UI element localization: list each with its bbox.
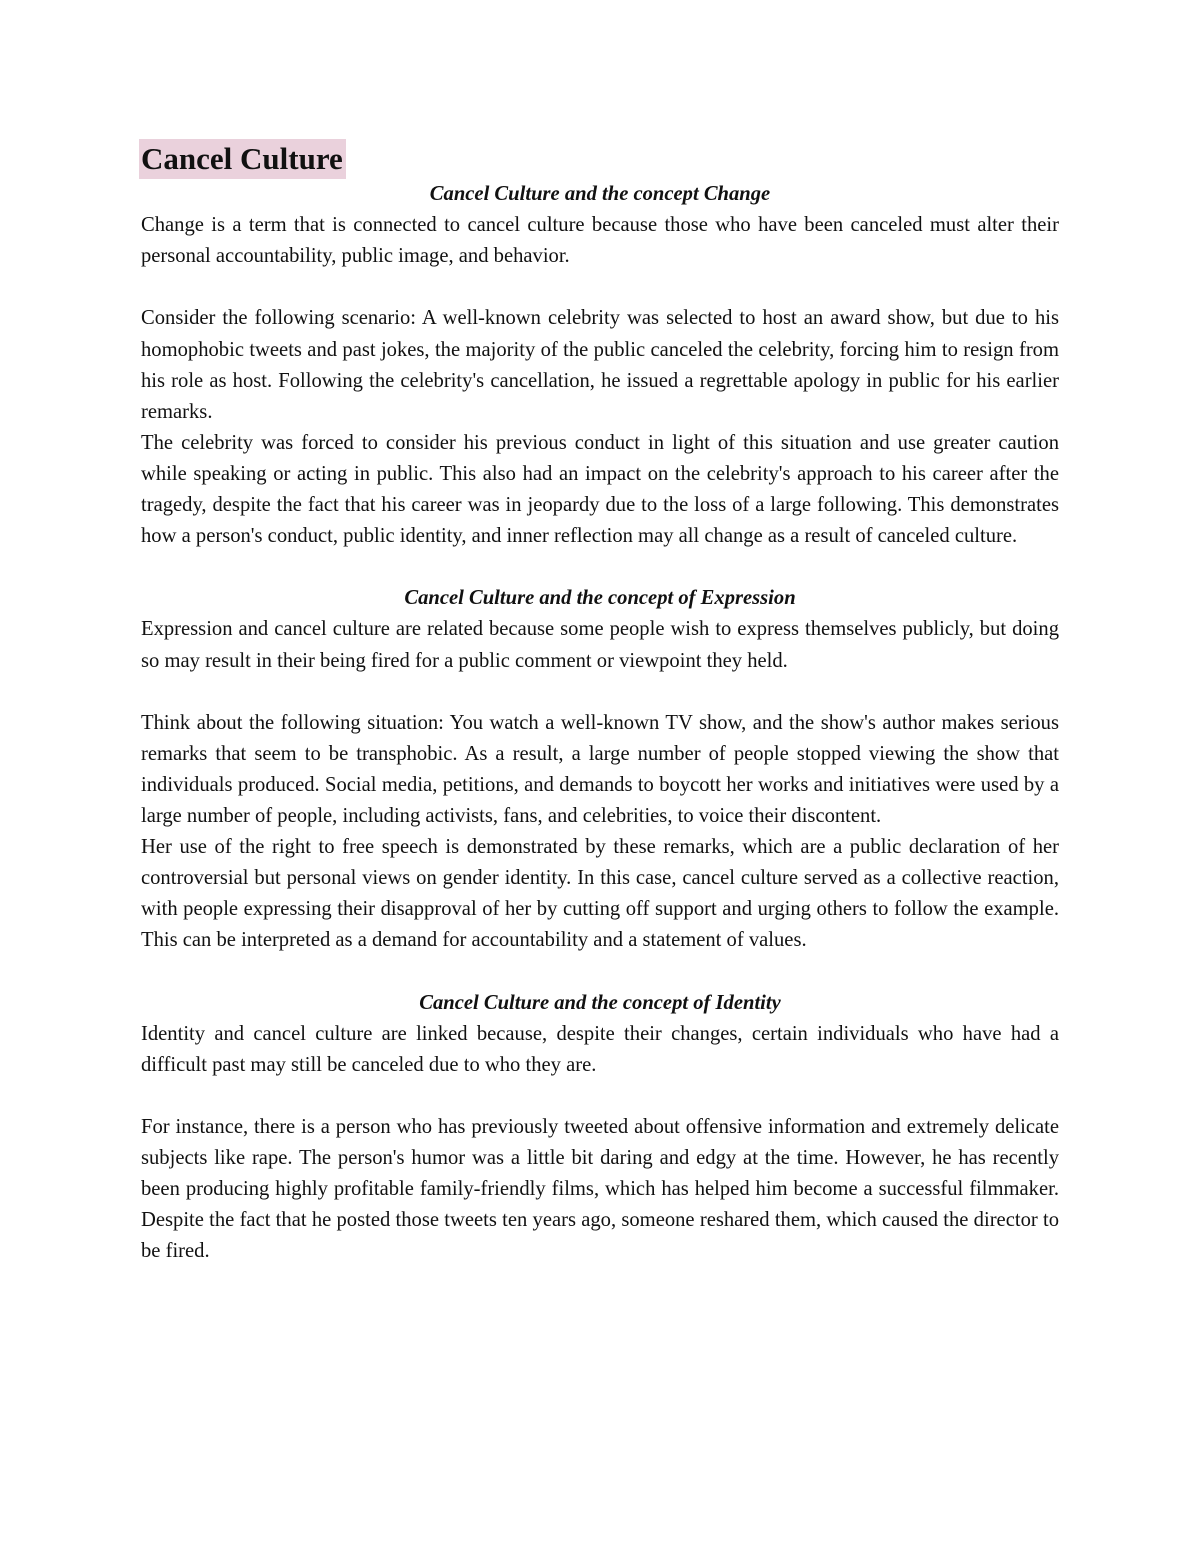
section-identity xyxy=(141,988,1059,1268)
paragraph-spacer xyxy=(141,1081,1059,1112)
section-change xyxy=(141,179,1059,583)
paragraph: Think about the following situation: You watch a well-known TV show, and the show's author makes serious remarks that seem to be transphobic. As a result, a large number of people stopped viewing the show that individuals produced. Social media, petitions, and demands to boycott her works and initiatives were used by a large number of people, including activists, fans, and celebrities, to voice their discontent. xyxy=(141,711,1059,827)
document-title: Cancel Culture xyxy=(139,139,346,179)
paragraph: Change is a term that is connected to cancel culture because those who have been canceled must alter their personal accountability, public image, and behavior. xyxy=(141,214,1059,268)
paragraph-spacer xyxy=(141,272,1059,303)
section-heading: Cancel Culture and the concept of Identity xyxy=(419,991,781,1014)
section-expression xyxy=(141,583,1059,987)
paragraph: Expression and cancel culture are related because some people wish to express themselves publicly, but doing so may result in their being fired for a public comment or viewpoint they held. xyxy=(141,618,1059,672)
paragraph: Consider the following scenario: A well-known celebrity was selected to host an award show, but due to his homophobic tweets and past jokes, the majority of the public canceled the celebrity, forcing him to resign from his role as host. Following the celebrity's cancellation, he issued a regrettable apology in public for his earlier remarks. xyxy=(141,307,1059,423)
paragraph: Her use of the right to free speech is demonstrated by these remarks, which are a public declaration of her controversial but personal views on gender identity. In this case, cancel culture served as a collective reaction, with people expressing their disapproval of her by cutting off support and urging others to follow the example. This can be interpreted as a demand for accountability and a statement of values. xyxy=(141,836,1059,952)
paragraph-spacer xyxy=(141,956,1059,987)
paragraph-spacer xyxy=(141,552,1059,583)
paragraph: The celebrity was forced to consider his previous conduct in light of this situation and use greater caution while speaking or acting in public. This also had an impact on the celebrity's approach to his career after the tragedy, despite the fact that his career was in jeopardy due to the loss of a large following. This demonstrates how a person's conduct, public identity, and inner reflection may all change as a result of canceled culture. xyxy=(141,431,1059,548)
section-heading: Cancel Culture and the concept of Expression xyxy=(404,587,796,610)
document-body xyxy=(141,139,1059,1267)
paragraph: For instance, there is a person who has previously tweeted about offensive information and extremely delicate subjects like rape. The person's humor was a little bit daring and edgy at the time. However, he has recently been producing highly profitable family-friendly films, which has helped him become a successful filmmaker. Despite the fact that he posted those tweets ten years ago, someone reshared them, which caused the director to be fired. xyxy=(141,1115,1059,1263)
section-heading: Cancel Culture and the concept Change xyxy=(429,183,771,206)
paragraph-spacer xyxy=(141,677,1059,708)
paragraph: Identity and cancel culture are linked because, despite their changes, certain individuals who have had a difficult past may still be canceled due to who they are. xyxy=(141,1022,1059,1076)
